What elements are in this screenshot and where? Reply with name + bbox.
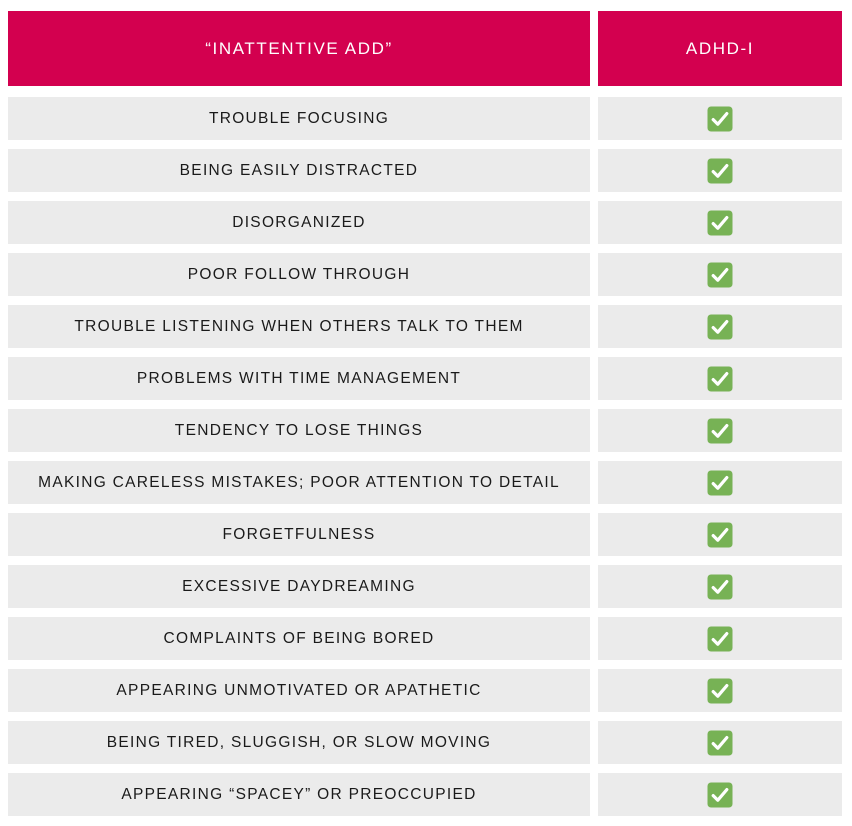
- check-cell: [598, 201, 842, 244]
- table-row: [8, 669, 842, 712]
- check-cell: [598, 149, 842, 192]
- table-row: [8, 305, 842, 348]
- symptom-label: COMPLAINTS OF BEING BORED: [8, 617, 590, 660]
- symptom-label: FORGETFULNESS: [8, 513, 590, 556]
- symptom-label: TROUBLE LISTENING WHEN OTHERS TALK TO THEM: [8, 305, 590, 348]
- check-mark-icon: [707, 678, 733, 704]
- symptom-label: APPEARING “SPACEY” OR PREOCCUPIED: [8, 773, 590, 816]
- symptom-table: [8, 11, 842, 825]
- table-row: [8, 513, 842, 556]
- symptom-label: TENDENCY TO LOSE THINGS: [8, 409, 590, 452]
- check-mark-icon: [707, 158, 733, 184]
- symptom-label: APPEARING UNMOTIVATED OR APATHETIC: [8, 669, 590, 712]
- check-cell: [598, 721, 842, 764]
- check-cell: [598, 617, 842, 660]
- check-cell: [598, 253, 842, 296]
- check-cell: [598, 357, 842, 400]
- check-mark-icon: [707, 210, 733, 236]
- check-cell: [598, 565, 842, 608]
- check-mark-icon: [707, 522, 733, 548]
- table-body: [8, 97, 842, 816]
- check-mark-icon: [707, 314, 733, 340]
- check-mark-icon: [707, 262, 733, 288]
- symptom-label: EXCESSIVE DAYDREAMING: [8, 565, 590, 608]
- table-row: [8, 409, 842, 452]
- check-mark-icon: [707, 730, 733, 756]
- check-mark-icon: [707, 418, 733, 444]
- table-row: [8, 253, 842, 296]
- table-row: [8, 97, 842, 140]
- check-cell: [598, 461, 842, 504]
- check-cell: [598, 305, 842, 348]
- check-mark-icon: [707, 106, 733, 132]
- check-cell: [598, 773, 842, 816]
- table-row: [8, 773, 842, 816]
- symptom-label: BEING EASILY DISTRACTED: [8, 149, 590, 192]
- table-row: [8, 721, 842, 764]
- table-row: [8, 617, 842, 660]
- header-inattentive-add: “INATTENTIVE ADD”: [8, 11, 590, 86]
- check-cell: [598, 409, 842, 452]
- symptom-label: DISORGANIZED: [8, 201, 590, 244]
- check-mark-icon: [707, 470, 733, 496]
- table-header: [8, 11, 842, 86]
- check-cell: [598, 513, 842, 556]
- check-mark-icon: [707, 366, 733, 392]
- table-row: [8, 357, 842, 400]
- symptom-label: PROBLEMS WITH TIME MANAGEMENT: [8, 357, 590, 400]
- table-row: [8, 461, 842, 504]
- check-mark-icon: [707, 626, 733, 652]
- symptom-label: POOR FOLLOW THROUGH: [8, 253, 590, 296]
- table-row: [8, 149, 842, 192]
- symptom-label: TROUBLE FOCUSING: [8, 97, 590, 140]
- check-cell: [598, 669, 842, 712]
- header-adhd-i: ADHD-I: [598, 11, 842, 86]
- check-cell: [598, 97, 842, 140]
- symptom-label: MAKING CARELESS MISTAKES; POOR ATTENTION TO DETAIL: [8, 461, 590, 504]
- symptom-label: BEING TIRED, SLUGGISH, OR SLOW MOVING: [8, 721, 590, 764]
- check-mark-icon: [707, 574, 733, 600]
- table-row: [8, 201, 842, 244]
- check-mark-icon: [707, 782, 733, 808]
- table-row: [8, 565, 842, 608]
